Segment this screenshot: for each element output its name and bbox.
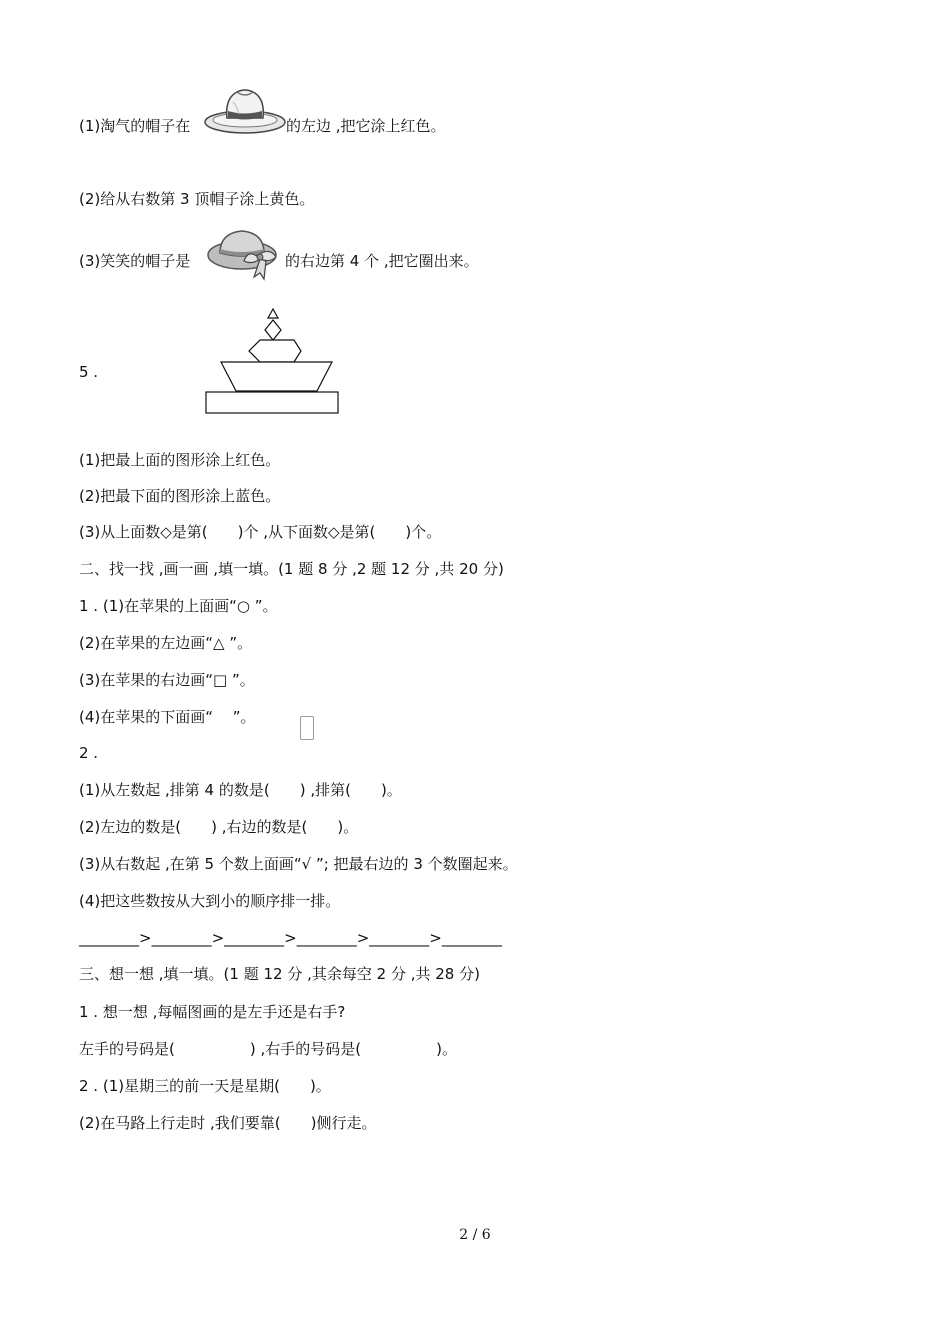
diamond-shape	[265, 320, 281, 340]
s3-q1-answer: 左手的号码是( ) ,右手的号码是( )。	[79, 1040, 457, 1058]
q5-number: 5 .	[79, 363, 99, 381]
section-3-title: 三、想一想 ,填一填。(1 题 12 分 ,其余每空 2 分 ,共 28 分)	[79, 965, 480, 983]
section-2-title: 二、找一找 ,画一画 ,填一填。(1 题 8 分 ,2 题 12 分 ,共 20 分)	[79, 560, 504, 578]
s2-q1-4-text: (4)在苹果的下面画“ ”。	[79, 708, 256, 726]
s3-q2-1-text: 2 . (1)星期三的前一天是星期( )。	[79, 1077, 331, 1095]
q5-2-text: (2)把最下面的图形涂上蓝色。	[79, 487, 281, 505]
q4-1-text-before: (1)淘气的帽子在	[79, 117, 191, 135]
q4-1-text-after: 的左边 ,把它涂上红色。	[286, 117, 446, 135]
missing-glyph-box	[300, 716, 314, 740]
s2-q2-1-text: (1)从左数起 ,排第 4 的数是( ) ,排第( )。	[79, 781, 402, 799]
s2-q2-answer-blanks: ________>________>________>________>________>________	[79, 929, 502, 947]
stacked-shapes-figure	[204, 306, 342, 416]
page-number: 2 / 6	[459, 1227, 491, 1243]
top-triangle-shape	[268, 309, 278, 318]
s2-q1-1-text: 1 . (1)在苹果的上面画“○ ”。	[79, 597, 278, 615]
s3-q1-text: 1 . 想一想 ,每幅图画的是左手还是右手?	[79, 1003, 346, 1021]
trapezoid-shape	[221, 362, 332, 391]
s2-q2-4-text: (4)把这些数按从大到小的顺序排一排。	[79, 892, 341, 910]
s2-q2-number: 2 .	[79, 744, 99, 762]
q4-3-text-before: (3)笑笑的帽子是	[79, 252, 191, 270]
hexagon-shape	[249, 340, 301, 362]
s2-q1-3-text: (3)在苹果的右边画“□ ”。	[79, 671, 255, 689]
q4-3-text-after: 的右边第 4 个 ,把它圈出来。	[285, 252, 479, 270]
bottom-rectangle-shape	[206, 392, 338, 413]
q5-3-text: (3)从上面数◇是第( )个 ,从下面数◇是第( )个。	[79, 523, 442, 541]
s2-q2-2-text: (2)左边的数是( ) ,右边的数是( )。	[79, 818, 359, 836]
q5-1-text: (1)把最上面的图形涂上红色。	[79, 451, 281, 469]
s2-q2-3-text: (3)从右数起 ,在第 5 个数上面画“√ ”; 把最右边的 3 个数圈起来。	[79, 855, 518, 873]
s3-q2-2-text: (2)在马路上行走时 ,我们要靠( )侧行走。	[79, 1114, 377, 1132]
cowboy-hat-image	[203, 84, 287, 138]
s2-q1-2-text: (2)在苹果的左边画“△ ”。	[79, 634, 253, 652]
bow-hat-image	[204, 225, 284, 281]
q4-2-text: (2)给从右数第 3 顶帽子涂上黄色。	[79, 190, 315, 208]
